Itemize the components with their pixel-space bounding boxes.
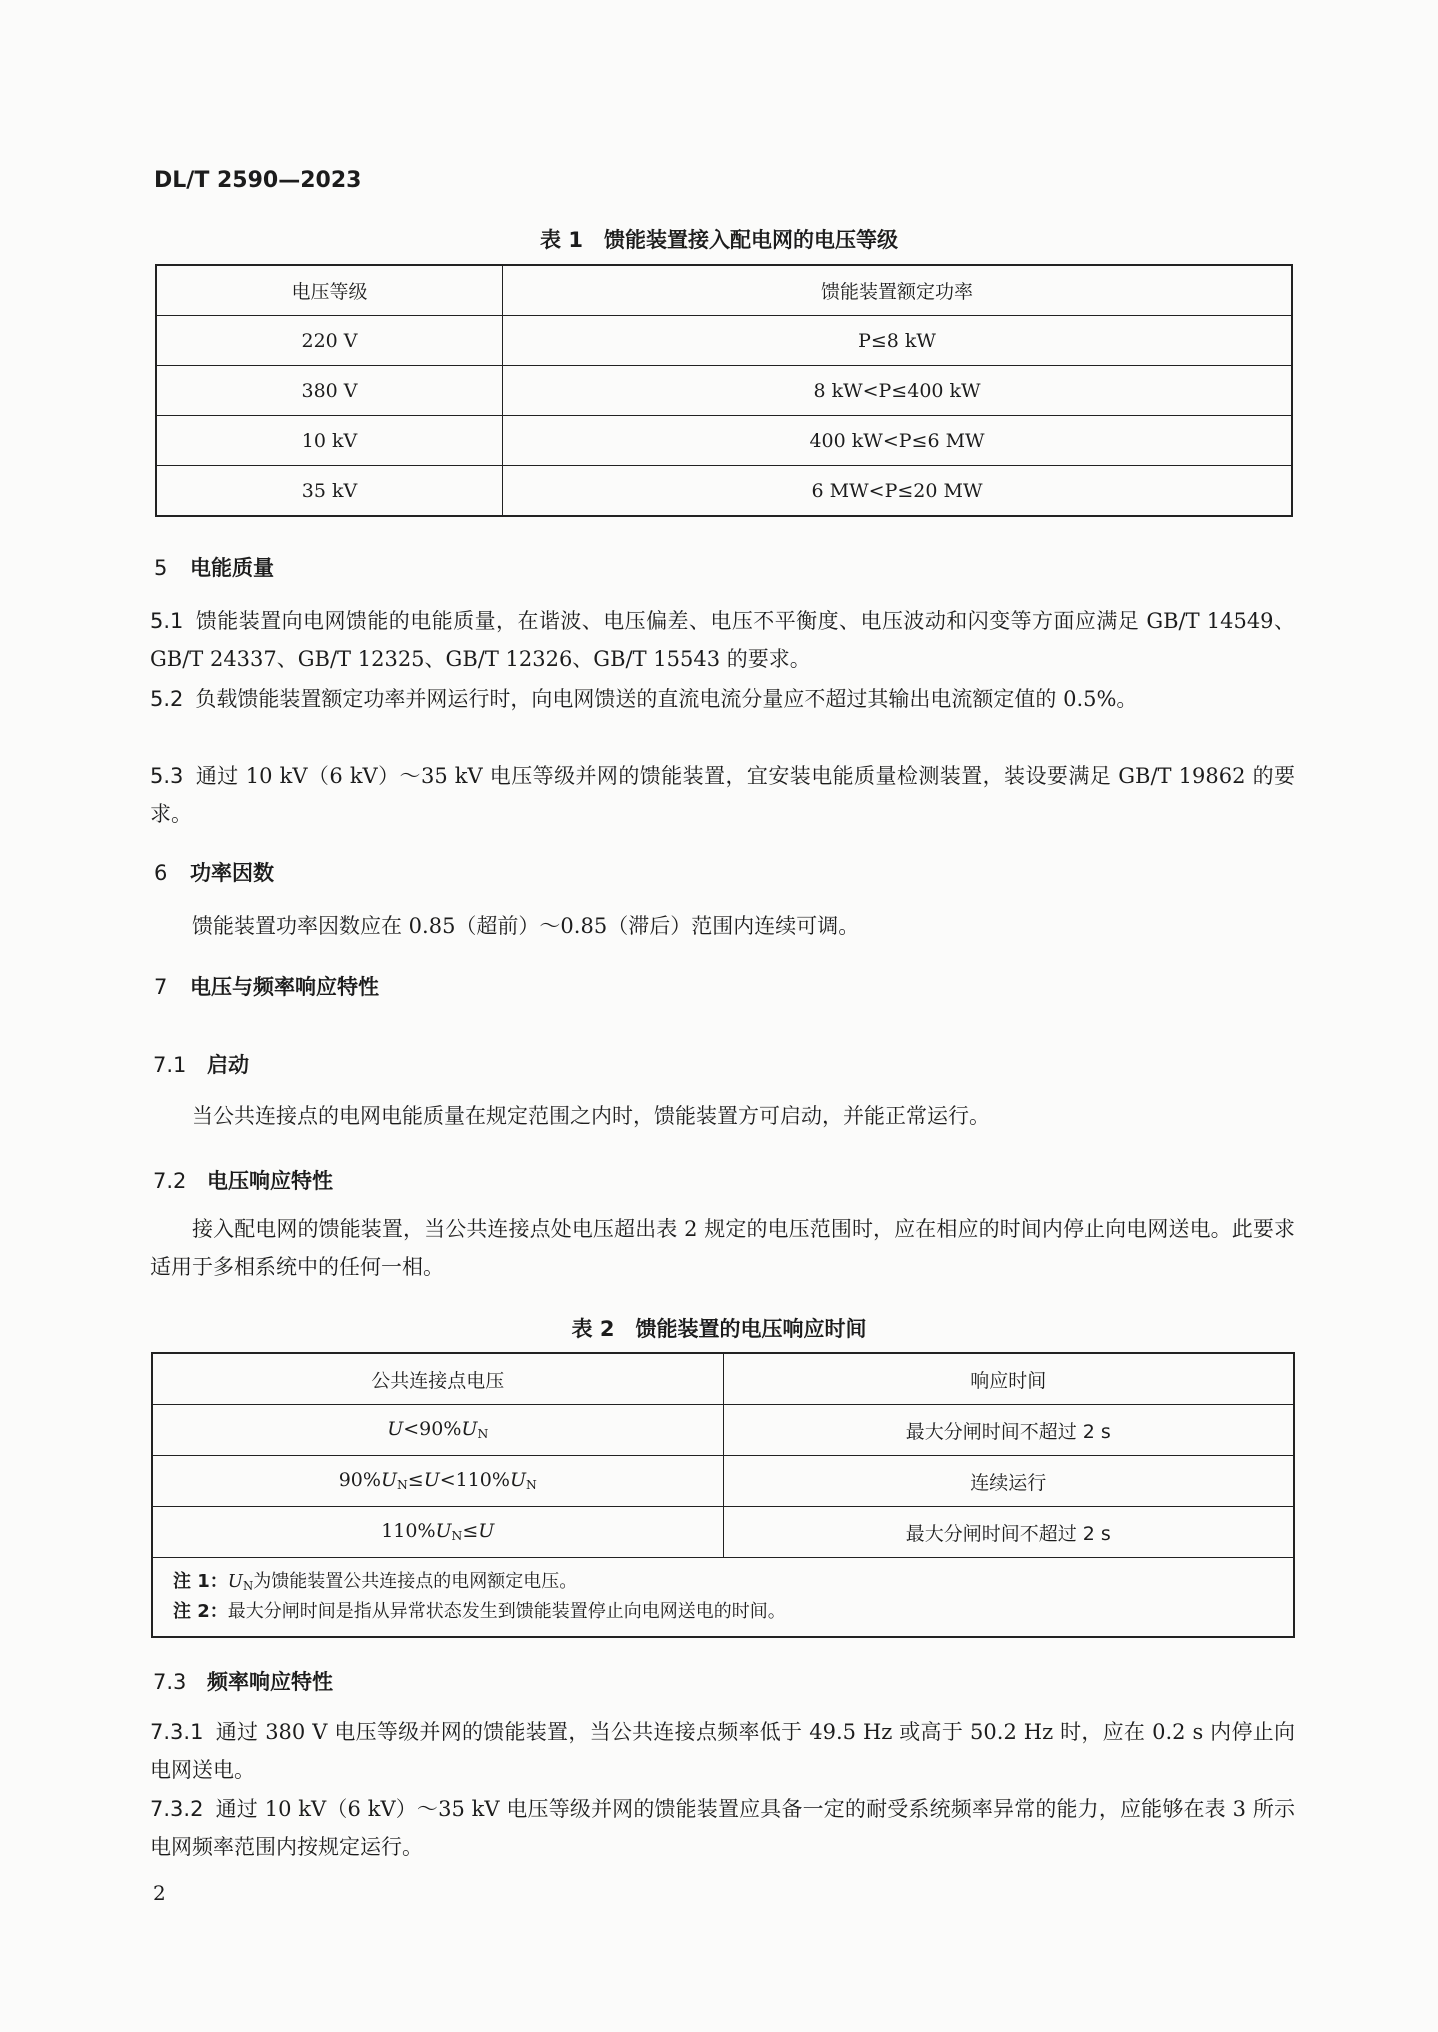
clause-text: 负载馈能装置额定功率并网运行时，向电网馈送的直流电流分量应不超过其输出电流额定值的 0.5%。 xyxy=(195,687,1138,711)
section5-3-paragraph xyxy=(150,757,1295,833)
clause-text: 通过 10 kV（6 kV）～35 kV 电压等级并网的馈能装置，宜安装电能质量检测装置，装设要满足 GB/T 19862 的要求。 xyxy=(150,764,1296,826)
clause-number: 7.3.2 xyxy=(150,1797,204,1821)
table-row xyxy=(156,416,1292,466)
table1-cell-power: 8 kW<P≤400 kW xyxy=(503,366,1292,416)
section7-2-number: 7.2 xyxy=(153,1169,187,1193)
section6-number: 6 xyxy=(154,861,168,885)
clause-text: 通过 380 V 电压等级并网的馈能装置，当公共连接点频率低于 49.5 Hz 或高于 50.2 Hz 时，应在 0.2 s 内停止向电网送电。 xyxy=(150,1720,1295,1782)
table1-header-power: 馈能装置额定功率 xyxy=(503,265,1292,316)
table2-notes xyxy=(152,1558,1294,1638)
clause-number: 5.2 xyxy=(150,687,184,711)
table2 xyxy=(151,1352,1295,1638)
clause-text: 馈能装置向电网馈能的电能质量，在谐波、电压偏差、电压不平衡度、电压波动和闪变等方面应满足 GB/T 14549、GB/T 24337、GB/T 12325、GB/T 12326、GB/T 15543 的要求。 xyxy=(150,609,1295,671)
table2-cell-voltage: $90\%U_N\le U<110\%U_N$ xyxy=(152,1456,723,1507)
clause-text: 通过 10 kV（6 kV）～35 kV 电压等级并网的馈能装置应具备一定的耐受系统频率异常的能力，应能够在表 3 所示电网频率范围内按规定运行。 xyxy=(150,1797,1295,1859)
section7-3-heading xyxy=(153,1666,333,1696)
section7-1-heading xyxy=(153,1049,249,1079)
table1-cell-power: P≤8 kW xyxy=(503,316,1292,366)
table1-cell-voltage: 35 kV xyxy=(156,466,503,517)
table2-caption: 表 2 馈能装置的电压响应时间 xyxy=(571,1317,867,1341)
section7-1-number: 7.1 xyxy=(153,1053,187,1077)
table2-cell-voltage: $110\%U_N\le U$ xyxy=(152,1507,723,1558)
section7-3-title: 频率响应特性 xyxy=(207,1670,333,1694)
table2-cell-time: 连续运行 xyxy=(723,1456,1294,1507)
table2-cell-time: 最大分闸时间不超过 2 s xyxy=(723,1405,1294,1456)
table1-header-row xyxy=(156,265,1292,316)
section7-2-paragraph: 接入配电网的馈能装置，当公共连接点处电压超出表 2 规定的电压范围时，应在相应的时间内停止向电网送电。此要求适用于多相系统中的任何一相。 xyxy=(150,1217,1295,1279)
table-row xyxy=(156,366,1292,416)
table1-caption: 表 1 馈能装置接入配电网的电压等级 xyxy=(540,228,898,252)
section7-3-1-paragraph xyxy=(150,1713,1295,1789)
table2-notes-row xyxy=(152,1558,1294,1638)
clause-number: 7.3.1 xyxy=(150,1720,204,1744)
section7-1-paragraph: 当公共连接点的电网电能质量在规定范围之内时，馈能装置方可启动，并能正常运行。 xyxy=(192,1104,990,1128)
section5-2-paragraph xyxy=(150,680,1295,718)
section7-number: 7 xyxy=(154,975,168,999)
table-row xyxy=(156,466,1292,517)
table2-header-row xyxy=(152,1353,1294,1405)
table-row xyxy=(152,1507,1294,1558)
clause-number: 5.3 xyxy=(150,764,184,788)
section7-3-2-paragraph xyxy=(150,1790,1295,1866)
section6-title: 功率因数 xyxy=(190,861,274,885)
table1-cell-voltage: 10 kV xyxy=(156,416,503,466)
table2-header-voltage: 公共连接点电压 xyxy=(152,1353,723,1405)
section7-3-number: 7.3 xyxy=(153,1670,187,1694)
table-row xyxy=(156,316,1292,366)
table1-cell-voltage: 220 V xyxy=(156,316,503,366)
table2-cell-time: 最大分闸时间不超过 2 s xyxy=(723,1507,1294,1558)
section7-title: 电压与频率响应特性 xyxy=(190,975,379,999)
section7-2-title: 电压响应特性 xyxy=(207,1169,333,1193)
clause-number: 5.1 xyxy=(150,609,184,633)
table-row xyxy=(152,1405,1294,1456)
section5-number: 5 xyxy=(154,556,168,580)
section5-title: 电能质量 xyxy=(190,556,274,580)
page-number: 2 xyxy=(153,1881,166,1905)
table2-note-1: 注 1：$U_N$为馈能装置公共连接点的电网额定电压。 xyxy=(173,1571,578,1593)
table1-cell-voltage: 380 V xyxy=(156,366,503,416)
section7-2-heading xyxy=(153,1165,333,1195)
section7-heading xyxy=(154,971,379,1001)
table2-note-2: 注 2：最大分闸时间是指从异常状态发生到馈能装置停止向电网送电的时间。 xyxy=(173,1600,786,1622)
document-id: DL/T 2590—2023 xyxy=(154,168,362,193)
table1-cell-power: 400 kW<P≤6 MW xyxy=(503,416,1292,466)
section6-heading xyxy=(154,857,274,887)
table2-cell-voltage: $U<90\%U_N$ xyxy=(152,1405,723,1456)
table1-cell-power: 6 MW<P≤20 MW xyxy=(503,466,1292,517)
table1 xyxy=(155,264,1293,517)
section5-heading xyxy=(154,552,274,582)
section7-1-title: 启动 xyxy=(207,1053,249,1077)
table-row xyxy=(152,1456,1294,1507)
section5-1-paragraph xyxy=(150,602,1295,678)
table2-header-time: 响应时间 xyxy=(723,1353,1294,1405)
table1-header-voltage: 电压等级 xyxy=(156,265,503,316)
section6-paragraph: 馈能装置功率因数应在 0.85（超前）～0.85（滞后）范围内连续可调。 xyxy=(192,914,860,938)
